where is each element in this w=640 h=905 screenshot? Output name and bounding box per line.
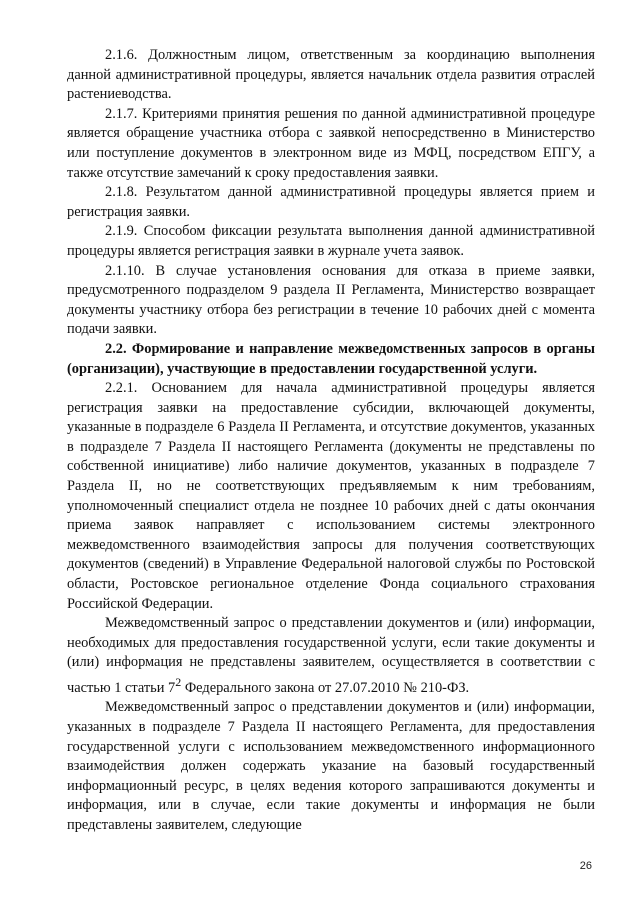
paragraph-interagency-request-1-part-2: Федерального закона от 27.07.2010 № 210-ФЗ. (181, 679, 470, 696)
paragraph-interagency-request-1 (67, 614, 595, 698)
section-heading-2-2: 2.2. Формирование и направление межведомственных запросов в органы (организации), участвующие в предоставлении государственной услуги. (67, 340, 595, 377)
paragraph-2-2-1: 2.2.1. Основанием для начала административной процедуры является регистрация заявки на предоставление субсидии, включающей документы, указанные в подразделе 6 Раздела II Регламента, и отсутствие документов, указанных в подразделе 7 Раздела II настоящего Регламента (документы не представлены по собственной инициативе) либо наличие документов, указанных в подразделе 7 Раздела II, но не соответствующих предъявляемым к ним требованиям, уполномоченный специалист отдела не позднее 10 рабочих дней с даты окончания приема заявок направляет с использованием системы электронного межведомственного взаимодействия запросы для получения соответствующих документов (сведений) в Управление Федеральной налоговой службы по Ростовской области, Ростовское региональное отделение Фонда социального страхования Российской Федерации. (67, 380, 595, 612)
document-body (67, 46, 595, 836)
page-number: 26 (579, 860, 592, 872)
paragraph-2-1-9: 2.1.9. Способом фиксации результата выполнения данной административной процедуры является регистрация заявки в журнале учета заявок. (67, 223, 595, 259)
paragraph-2-1-6: 2.1.6. Должностным лицом, ответственным за координацию выполнения данной административной процедуры, является начальник отдела развития отраслей растениеводства. (67, 47, 595, 103)
paragraph-2-1-8: 2.1.8. Результатом данной административной процедуры является прием и регистрация заявки. (67, 184, 595, 220)
paragraph-2-1-10: 2.1.10. В случае установления основания для отказа в приеме заявки, предусмотренного подразделом 9 раздела II Регламента, Министерство возвращает документы участнику отбора без регистрации в течение 10 рабочих дней с момента подачи заявки. (67, 262, 595, 338)
paragraph-interagency-request-1-part-1: Межведомственный запрос о представлении документов и (или) информации, необходимых для предоставления государственной услуги, если такие документы и (или) информация не представлены заявителем, осуществляется в соответствии с частью 1 статьи 7 (67, 615, 595, 696)
paragraph-interagency-request-2: Межведомственный запрос о представлении документов и (или) информации, указанных в подразделе 7 Раздела II настоящего Регламента, для предоставления государственной услуги с использованием межведомственного информационного взаимодействия должен содержать указание на базовый государственный информационный ресурс, в целях ведения которого запрашиваются документы и информация, или в случае, если такие документы и информация не были представлены заявителем, следующие (67, 699, 595, 833)
paragraph-2-1-7: 2.1.7. Критериями принятия решения по данной административной процедуре является обращение участника отбора с заявкой непосредственно в Министерство или поступление документов в электронном виде из МФЦ, посредством ЕПГУ, а также отсутствие замечаний к сроку предоставления заявки. (67, 105, 595, 181)
article-superscript: 2 (175, 675, 182, 689)
